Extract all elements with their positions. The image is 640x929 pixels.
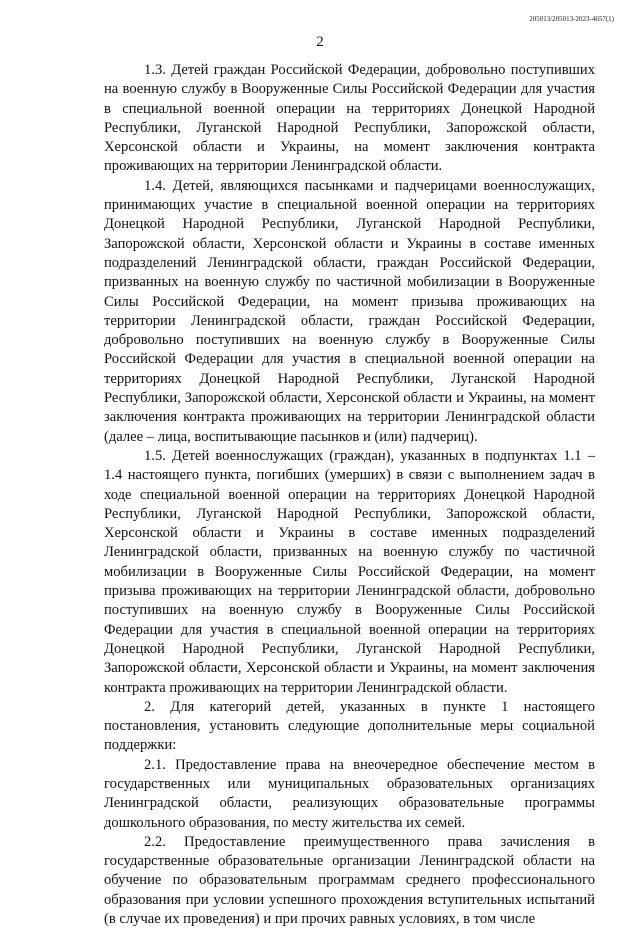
page-number: 2	[316, 34, 324, 50]
paragraph-1-4: 1.4. Детей, являющихся пасынками и падчерицами военнослужащих, принимающих участие в специальной военной операции на территориях Донецкой Народной Республики, Луганской Народной Республики, Запорожской области, Херсонской области и Украины в составе именных подразделений Ленинградской области, граждан Российской Федерации, призванных на военную службу по частичной мобилизации в Вооруженные Силы Российской Федерации, на момент призыва проживающих на территории Ленинградской области, граждан Российской Федерации, добровольно поступивших на военную службу в Вооруженные Силы Российской Федерации для участия в специальной военной операции на территориях Донецкой Народной Республики, Луганской Народной Республики, Запорожской области, Херсонской области и Украины, на момент заключения контракта проживающих на территории Ленинградской области (далее – лица, воспитывающие пасынков и (или) падчериц).	[104, 177, 595, 445]
document-reference: 205013/205013-2023-4657(1)	[529, 15, 614, 23]
paragraph-1-3: 1.3. Детей граждан Российской Федерации, добровольно поступивших на военную службу в Вооруженные Силы Российской Федерации для участия в специальной военной операции на территориях Донецкой Народной Республики, Луганской Народной Республики, Запорожской области, Херсонской области и Украины, на момент заключения контракта проживающих на территории Ленинградской области.	[104, 62, 595, 175]
paragraph-1-5: 1.5. Детей военнослужащих (граждан), указанных в подпунктах 1.1 – 1.4 настоящего пункта, погибших (умерших) в связи с выполнением задач в ходе специальной военной операции на территориях Донецкой Народной Республики, Луганской Народной Республики, Запорожской области, Херсонской области и Украины в составе именных подразделений Ленинградской области, призванных на военную службу по частичной мобилизации в Вооруженные Силы Российской Федерации, на момент призыва проживающих на территории Ленинградской области, добровольно поступивших на военную службу в Вооруженные Силы Российской Федерации для участия в специальной военной операции на территориях Донецкой Народной Республики, Луганской Народной Республики, Запорожской области, Херсонской области и Украины, на момент заключения контракта проживающих на территории Ленинградской области.	[104, 447, 595, 696]
paragraph-2-2: 2.2. Предоставление преимущественного права зачисления в государственные образовательные организации Ленинградской области на обучение по образовательным программам среднего профессионального образования при условии успешного прохождения вступительных испытаний (в случае их проведения) и при прочих равных условиях, в том числе	[104, 833, 595, 928]
paragraph-2-1: 2.1. Предоставление права на внеочередное обеспечение местом в государственных или муниципальных образовательных организациях Ленинградской области, реализующих образовательные программы дошкольного образования, по месту жительства их семей.	[104, 756, 595, 831]
paragraph-2: 2. Для категорий детей, указанных в пункте 1 настоящего постановления, установить следующие дополнительные меры социальной поддержки:	[104, 698, 595, 754]
document-body	[104, 61, 595, 929]
